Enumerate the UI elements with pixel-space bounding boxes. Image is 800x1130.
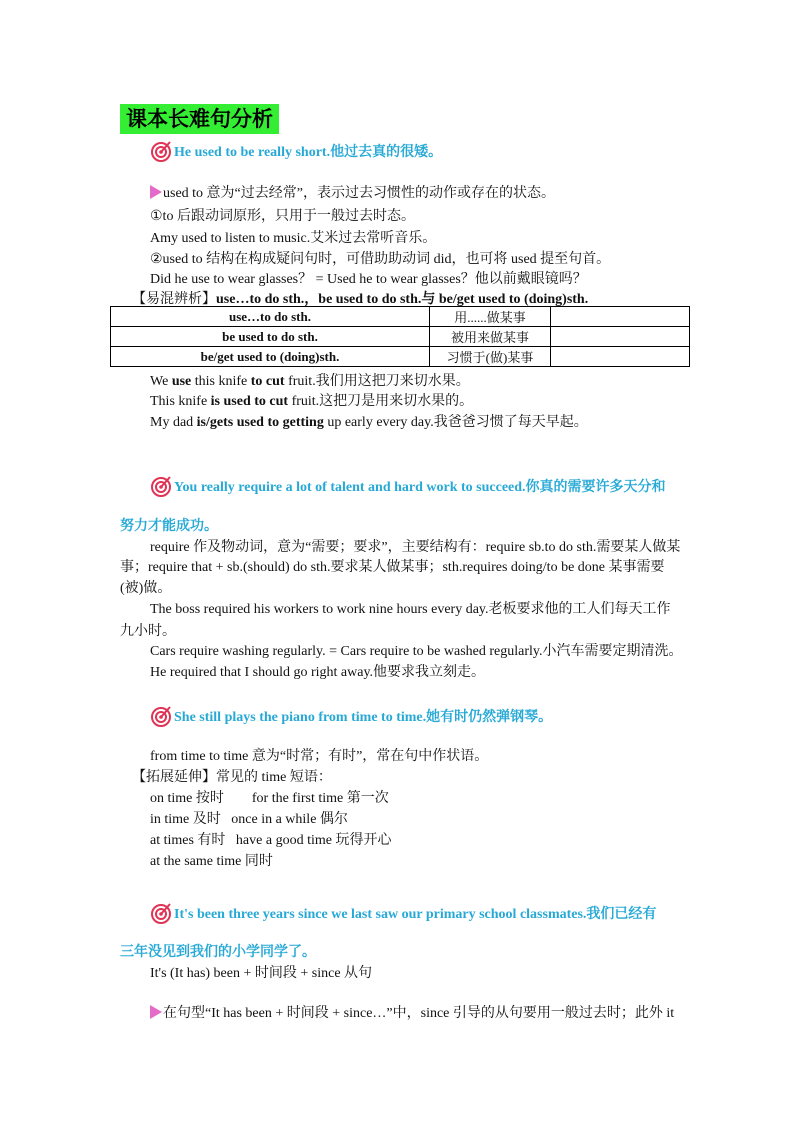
- text-line: in time 及时 once in a while 偶尔: [150, 812, 348, 827]
- sentence-heading-4: It's been three years since we last saw our primary school classmates.我们已经有: [150, 902, 656, 924]
- text-line: ①to 后跟动词原形，只用于一般过去时态。: [150, 209, 415, 224]
- text-line: It's (It has) been + 时间段 + since 从句: [150, 966, 373, 981]
- sentence-heading-2: You really require a lot of talent and hard work to succeed.你真的需要许多天分和: [150, 475, 666, 497]
- example-line: This knife is used to cut fruit.这把刀是用来切水果的。: [150, 394, 474, 409]
- arrow-right-icon: [150, 185, 162, 199]
- target-icon: [150, 705, 172, 727]
- text-line: 【拓展延伸】常见的 time 短语：: [132, 770, 332, 785]
- sentence-heading-4-cont: 三年没见到我们的小学同学了。: [120, 945, 316, 960]
- table-cell-term: use…to do sth.: [111, 307, 430, 327]
- text-line: Amy used to listen to music.艾米过去常听音乐。: [150, 231, 437, 246]
- arrow-right-icon: [150, 1005, 162, 1019]
- example-line: My dad is/gets used to getting up early every day.我爸爸习惯了每天早起。: [150, 415, 588, 430]
- text-line: Did he use to wear glasses？ = Used he to wear glasses？他以前戴眼镜吗？: [150, 272, 587, 287]
- table-cell-extra: [551, 327, 690, 347]
- text-line: 事；require that + sb.(should) do sth.要求某人做某事；sth.requires doing/to be done 某事需要: [120, 560, 665, 575]
- text-line: 九小时。: [120, 624, 176, 639]
- text-line: He required that I should go right away.他要求我立刻走。: [150, 665, 486, 680]
- text-line: used to 意为“过去经常”，表示过去习惯性的动作或存在的状态。: [150, 182, 555, 202]
- table-cell-term: be used to do sth.: [111, 327, 430, 347]
- text-line: at times 有时 have a good time 玩得开心: [150, 833, 392, 848]
- table-cell-meaning: 用......做某事: [430, 307, 551, 327]
- table-cell-meaning: 被用来做某事: [430, 327, 551, 347]
- text-line: from time to time 意为“时常；有时”，常在句中作状语。: [150, 749, 489, 764]
- text-line: 【易混辨析】use…to do sth.，be used to do sth.与 be/get used to (doing)sth.: [132, 292, 589, 307]
- sentence-heading-1: He used to be really short.他过去真的很矮。: [150, 140, 442, 162]
- text-line: at the same time 同时: [150, 854, 273, 869]
- target-icon: [150, 902, 172, 924]
- table-cell-meaning: 习惯于(做)某事: [430, 347, 551, 367]
- table-cell-extra: [551, 347, 690, 367]
- comparison-table: [110, 306, 690, 367]
- text-line: on time 按时 for the first time 第一次: [150, 791, 389, 806]
- text-line: 在句型“It has been + 时间段 + since…”中，since 引导的从句要用一般过去时；此外 it: [150, 1002, 674, 1022]
- sentence-heading-3: She still plays the piano from time to time.她有时仍然弹钢琴。: [150, 705, 552, 727]
- table-row: [111, 307, 690, 327]
- table-cell-extra: [551, 307, 690, 327]
- table-cell-term: be/get used to (doing)sth.: [111, 347, 430, 367]
- sentence-heading-2-cont: 努力才能成功。: [120, 519, 218, 534]
- text-line: (被)做。: [120, 581, 172, 596]
- page-title: 课本长难句分析: [120, 104, 279, 134]
- text-line: require 作及物动词，意为“需要；要求”，主要结构有：require sb.to do sth.需要某人做某: [150, 540, 681, 555]
- table-row: [111, 347, 690, 367]
- target-icon: [150, 475, 172, 497]
- text-line: The boss required his workers to work nine hours every day.老板要求他的工人们每天工作: [150, 602, 671, 617]
- example-line: We use this knife to cut fruit.我们用这把刀来切水果。: [150, 374, 470, 389]
- table-row: [111, 327, 690, 347]
- text-line: ②used to 结构在构成疑问句时，可借助助动词 did，也可将 used 提至句首。: [150, 252, 611, 267]
- text-line: Cars require washing regularly. = Cars require to be washed regularly.小汽车需要定期清洗。: [150, 644, 683, 659]
- target-icon: [150, 140, 172, 162]
